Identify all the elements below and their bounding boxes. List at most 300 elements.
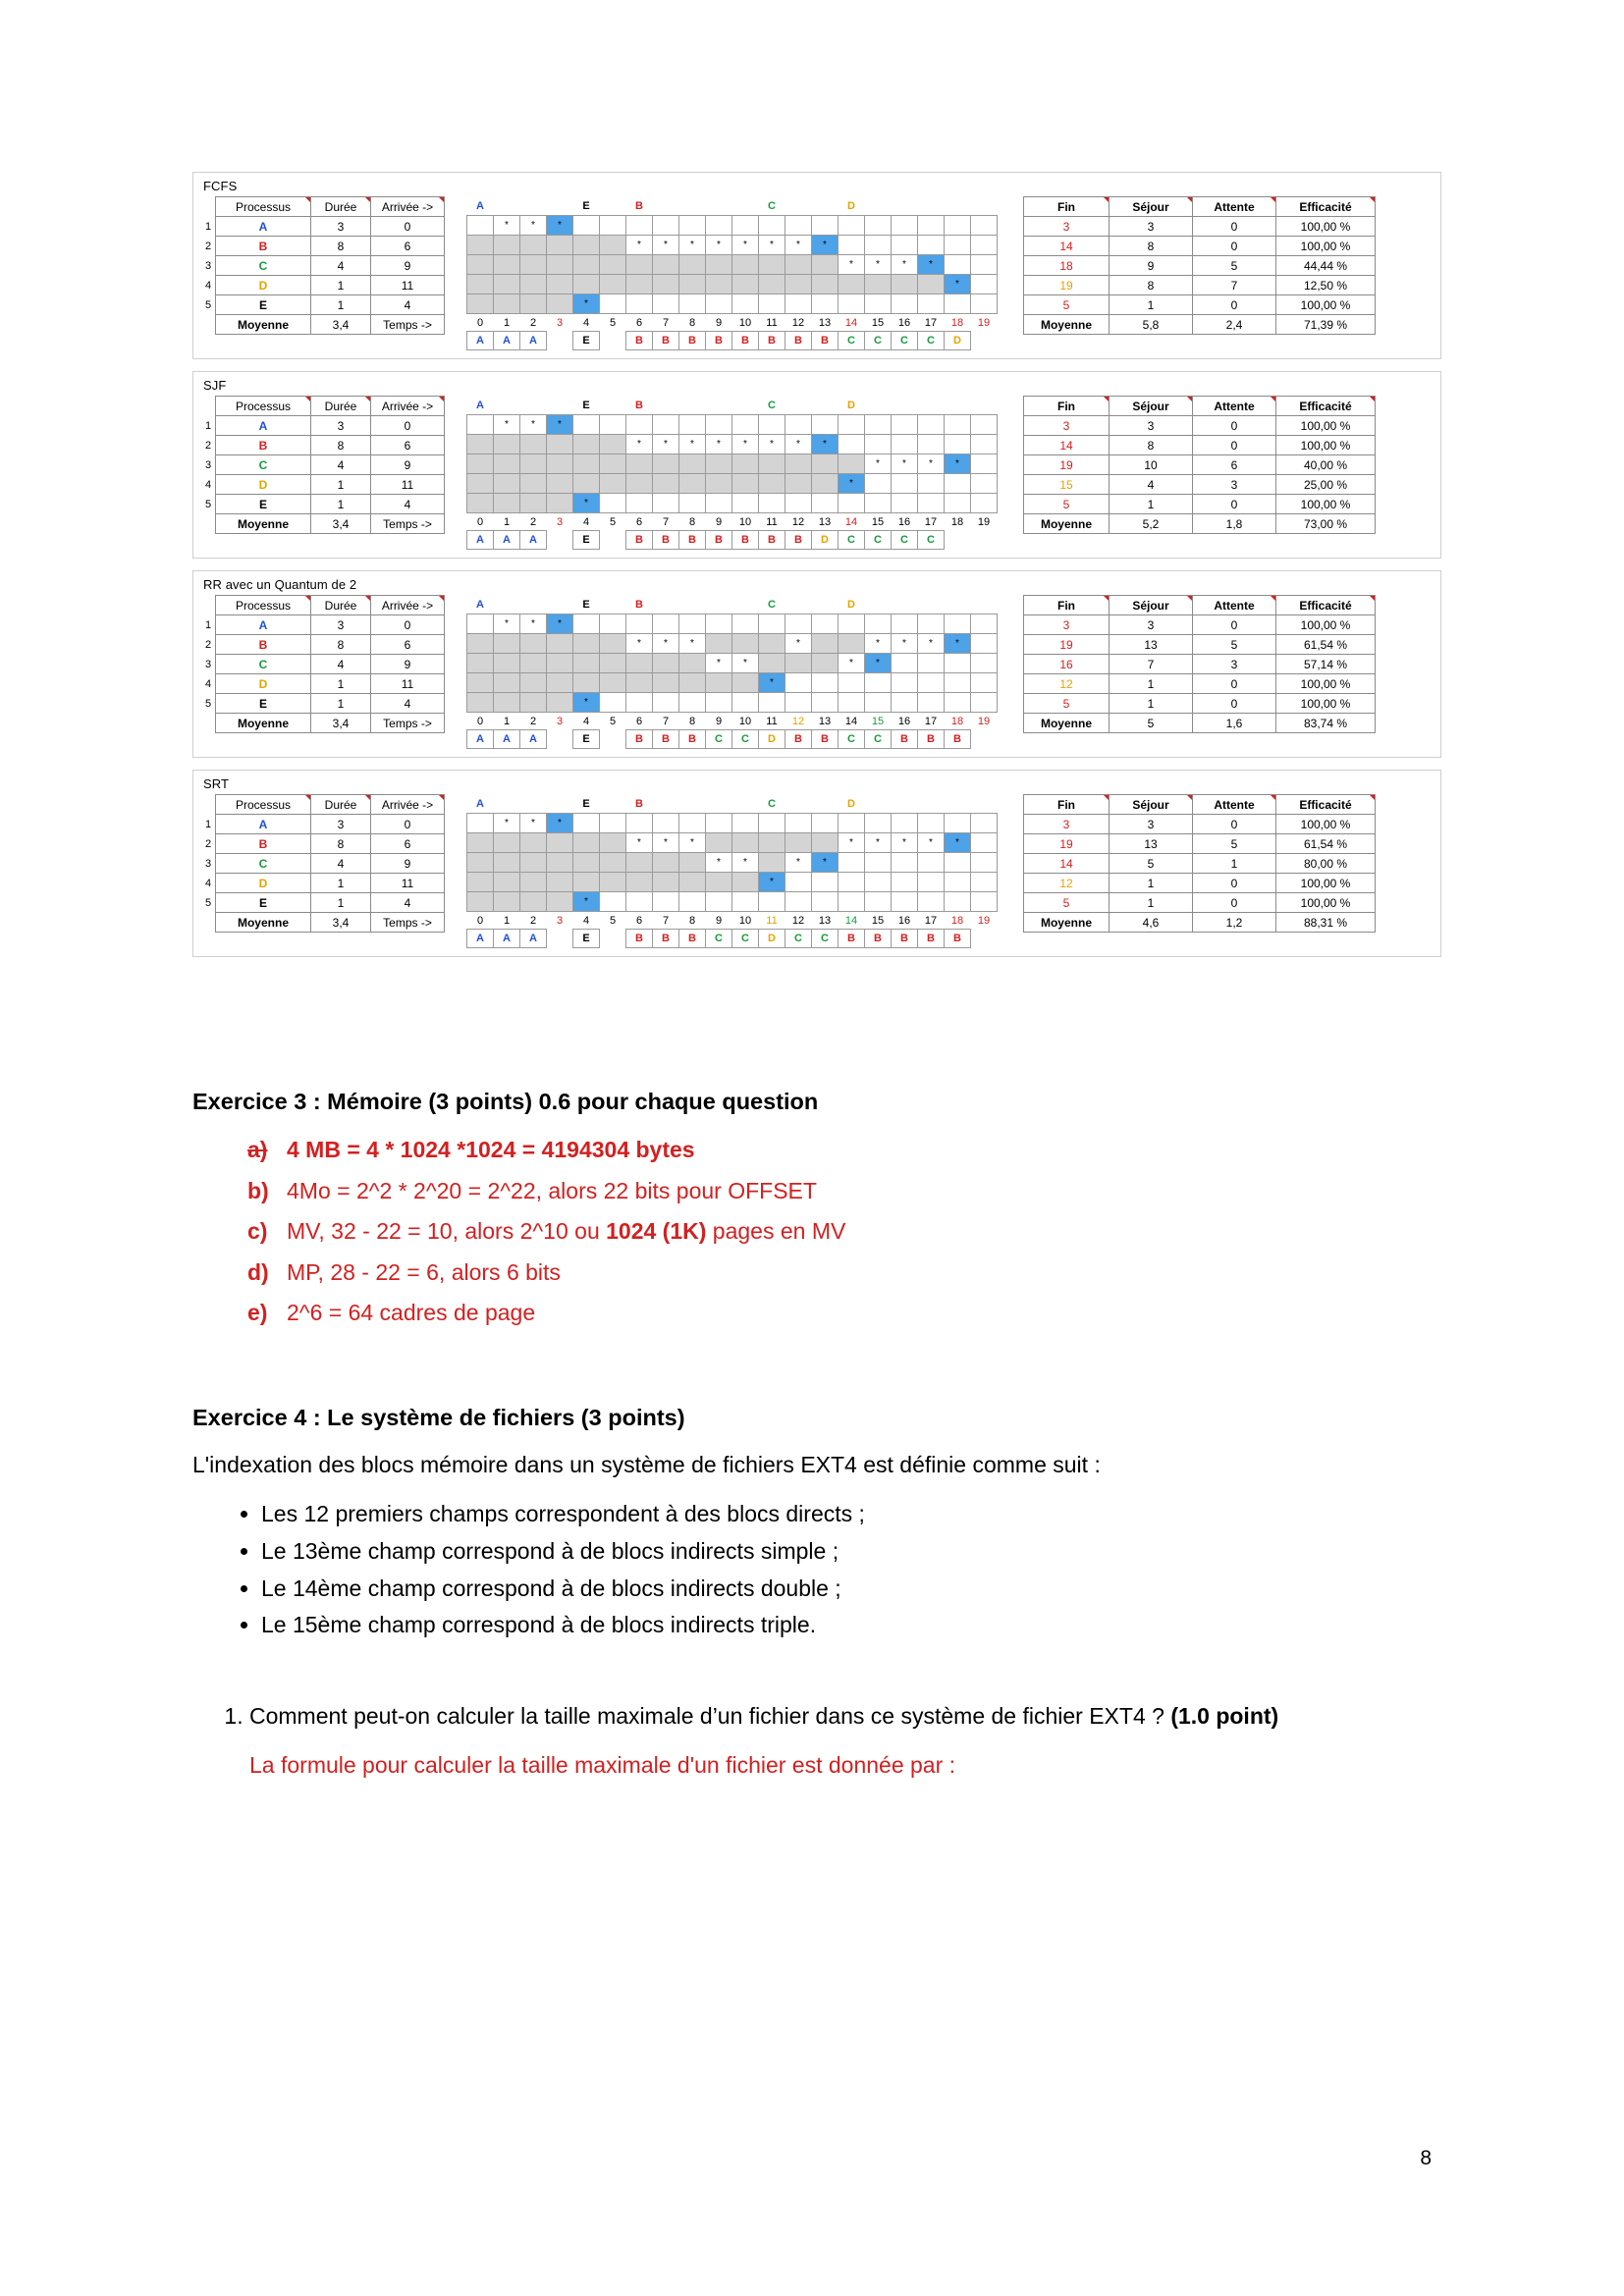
gantt-cell-waiting — [706, 634, 732, 654]
col-header-sejour: Séjour — [1110, 795, 1193, 815]
gantt-top-spacer — [918, 196, 945, 216]
gantt-cell-waiting — [732, 474, 759, 494]
gantt-seq-cell: C — [732, 930, 759, 948]
row-index: 5 — [204, 697, 212, 710]
gantt-tick: 5 — [600, 912, 626, 930]
table-row — [1024, 655, 1376, 674]
gantt-cell-empty — [971, 833, 998, 853]
gantt-cell-waiting — [467, 236, 494, 255]
cell-attente: 0 — [1193, 893, 1276, 913]
cell-process: E — [216, 694, 311, 714]
cell-process: C — [216, 655, 311, 674]
col-header-fin: Fin — [1024, 397, 1110, 416]
gantt-cell-running: * — [653, 236, 679, 255]
cell-moyenne-sejour: 4,6 — [1110, 913, 1193, 933]
cell-duree: 8 — [311, 635, 371, 655]
gantt-cell-empty — [600, 892, 626, 912]
cell-arrivee: 4 — [371, 893, 445, 913]
gantt-cell-waiting — [600, 634, 626, 654]
table-row-average — [1024, 913, 1376, 933]
gantt-tick: 19 — [971, 912, 998, 930]
exercice4-block — [192, 1401, 1432, 1783]
gantt-top-spacer — [945, 595, 971, 614]
gantt-seq-cell: B — [706, 332, 732, 350]
cell-temps-label: Temps -> — [371, 315, 445, 335]
gantt-cell-empty — [945, 853, 971, 873]
col-header-arrivee: Arrivée -> — [371, 197, 445, 217]
scheduler-title: SJF — [203, 378, 227, 393]
list-item: • Le 15ème champ correspond à de blocs indirects triple. — [261, 1608, 1432, 1643]
cell-sejour: 1 — [1110, 674, 1193, 694]
gantt-cell-waiting — [494, 693, 520, 713]
answer-item — [247, 1174, 1432, 1208]
scheduler-block — [192, 770, 1441, 957]
gantt-cell-waiting — [494, 673, 520, 693]
cell-attente: 0 — [1193, 874, 1276, 893]
row-index: 1 — [204, 618, 212, 631]
gantt-seq-empty — [971, 332, 998, 350]
gantt-tick: 7 — [653, 314, 679, 332]
row-index: 1 — [204, 220, 212, 233]
gantt-top-spacer — [679, 595, 706, 614]
gantt-tick: 13 — [812, 314, 839, 332]
gantt-cell-waiting — [706, 673, 732, 693]
gantt-top-label: B — [626, 196, 653, 216]
gantt-tick: 15 — [865, 713, 892, 730]
gantt-cell-empty — [706, 415, 732, 435]
gantt-cell-empty — [785, 892, 812, 912]
gantt-cell-empty — [892, 474, 918, 494]
gantt-cell-waiting — [812, 255, 839, 275]
gantt-cell-empty — [865, 873, 892, 892]
gantt-cell-waiting — [494, 236, 520, 255]
cell-efficacite: 100,00 % — [1276, 436, 1376, 455]
gantt-cell-waiting — [679, 673, 706, 693]
gantt-top-label: D — [839, 794, 865, 814]
gantt-cell-empty — [653, 814, 679, 833]
gantt-chart — [466, 794, 998, 948]
gantt-top-spacer — [600, 396, 626, 415]
gantt-cell-empty — [918, 693, 945, 713]
document-content — [192, 1085, 1432, 1783]
gantt-cell-empty — [573, 415, 600, 435]
cell-attente: 0 — [1193, 217, 1276, 237]
gantt-cell-empty — [865, 236, 892, 255]
gantt-seq-empty — [547, 332, 573, 350]
gantt-cell-empty — [653, 494, 679, 513]
gantt-top-spacer — [679, 794, 706, 814]
gantt-cell-waiting — [520, 435, 547, 454]
gantt-cell-waiting — [626, 654, 653, 673]
gantt-cell-waiting — [653, 654, 679, 673]
gantt-cell-empty — [918, 673, 945, 693]
gantt-seq-cell: B — [679, 531, 706, 550]
gantt-cell-empty — [945, 236, 971, 255]
gantt-cell-empty — [759, 415, 785, 435]
cell-sejour: 1 — [1110, 694, 1193, 714]
gantt-tick-row — [467, 713, 998, 730]
answer-text: 4 MB = 4 * 1024 *1024 = 4194304 bytes — [287, 1137, 695, 1163]
gantt-top-spacer — [547, 196, 573, 216]
gantt-cell-empty — [706, 614, 732, 634]
cell-duree: 3 — [311, 416, 371, 436]
table-row — [1024, 276, 1376, 295]
gantt-tick: 4 — [573, 912, 600, 930]
gantt-tick-row — [467, 314, 998, 332]
cell-arrivee: 11 — [371, 475, 445, 495]
cell-attente: 0 — [1193, 615, 1276, 635]
gantt-top-spacer — [547, 396, 573, 415]
gantt-cell-finish: * — [547, 814, 573, 833]
gantt-row — [467, 892, 998, 912]
cell-moyenne-efficacite: 88,31 % — [1276, 913, 1376, 933]
gantt-top-label: C — [759, 396, 785, 415]
cell-efficacite: 100,00 % — [1276, 495, 1376, 514]
gantt-seq-cell: B — [785, 730, 812, 749]
gantt-cell-waiting — [520, 255, 547, 275]
gantt-cell-empty — [892, 693, 918, 713]
cell-efficacite: 100,00 % — [1276, 694, 1376, 714]
gantt-cell-empty — [892, 892, 918, 912]
gantt-chart — [466, 196, 998, 350]
cell-duree: 3 — [311, 815, 371, 834]
gantt-seq-cell: B — [785, 531, 812, 550]
gantt-cell-waiting — [679, 275, 706, 294]
table-row — [201, 455, 445, 475]
cell-moyenne-label: Moyenne — [1024, 913, 1110, 933]
gantt-tick: 18 — [945, 713, 971, 730]
gantt-cell-running: * — [653, 634, 679, 654]
gantt-seq-cell: D — [759, 730, 785, 749]
gantt-cell-running: * — [732, 435, 759, 454]
gantt-cell-waiting — [865, 275, 892, 294]
cell-process: D — [216, 276, 311, 295]
gantt-cell-waiting — [520, 833, 547, 853]
gantt-cell-waiting — [467, 634, 494, 654]
gantt-row — [467, 654, 998, 673]
gantt-cell-waiting — [600, 275, 626, 294]
gantt-top-spacer — [971, 794, 998, 814]
gantt-cell-waiting — [679, 474, 706, 494]
gantt-cell-waiting — [494, 255, 520, 275]
gantt-cell-waiting — [547, 454, 573, 474]
cell-fin: 15 — [1024, 475, 1110, 495]
gantt-row — [467, 255, 998, 275]
gantt-cell-waiting — [679, 454, 706, 474]
gantt-cell-waiting — [600, 474, 626, 494]
gantt-seq-cell: B — [945, 930, 971, 948]
cell-efficacite: 100,00 % — [1276, 295, 1376, 315]
cell-duree: 8 — [311, 834, 371, 854]
gantt-tick: 8 — [679, 713, 706, 730]
table-row-average — [201, 315, 445, 335]
gantt-tick: 8 — [679, 513, 706, 531]
answer-item — [247, 1255, 1432, 1290]
cell-efficacite: 100,00 % — [1276, 237, 1376, 256]
gantt-cell-empty — [839, 673, 865, 693]
gantt-top-label: E — [573, 396, 600, 415]
col-header-efficacite: Efficacité — [1276, 596, 1376, 615]
gantt-cell-running: * — [892, 255, 918, 275]
gantt-cell-empty — [759, 693, 785, 713]
gantt-cell-waiting — [626, 275, 653, 294]
gantt-cell-running: * — [494, 614, 520, 634]
cell-efficacite: 25,00 % — [1276, 475, 1376, 495]
cell-fin: 16 — [1024, 655, 1110, 674]
gantt-cell-running: * — [520, 814, 547, 833]
gantt-cell-waiting — [812, 275, 839, 294]
gantt-tick: 10 — [732, 713, 759, 730]
gantt-tick: 10 — [732, 912, 759, 930]
exercice3-heading: Exercice 3 : Mémoire (3 points) 0.6 pour chaque question — [192, 1089, 819, 1114]
gantt-seq-cell: B — [706, 531, 732, 550]
cell-attente: 0 — [1193, 237, 1276, 256]
cell-fin: 5 — [1024, 495, 1110, 514]
list-item: • Les 12 premiers champs correspondent à des blocs directs ; — [261, 1497, 1432, 1532]
gantt-cell-running: * — [626, 833, 653, 853]
cell-efficacite: 100,00 % — [1276, 815, 1376, 834]
gantt-cell-empty — [626, 614, 653, 634]
gantt-cell-waiting — [839, 634, 865, 654]
exercice4-intro: L'indexation des blocs mémoire dans un système de fichiers EXT4 est définie comme suit : — [192, 1452, 1101, 1477]
gantt-top-label: A — [467, 396, 494, 415]
row-index: 4 — [204, 677, 212, 690]
gantt-cell-empty — [892, 294, 918, 314]
gantt-tick: 1 — [494, 513, 520, 531]
gantt-top-spacer — [600, 196, 626, 216]
cell-process: A — [216, 416, 311, 436]
table-row — [201, 416, 445, 436]
gantt-cell-empty — [626, 216, 653, 236]
scheduler-block — [192, 371, 1441, 559]
col-header-attente: Attente — [1193, 795, 1276, 815]
gantt-cell-empty — [839, 892, 865, 912]
gantt-tick: 12 — [785, 513, 812, 531]
gantt-cell-waiting — [653, 474, 679, 494]
gantt-seq-cell: A — [520, 531, 547, 550]
gantt-cell-empty — [918, 853, 945, 873]
gantt-top-label: A — [467, 196, 494, 216]
cell-duree: 4 — [311, 655, 371, 674]
gantt-cell-waiting — [785, 255, 812, 275]
gantt-tick: 4 — [573, 314, 600, 332]
gantt-seq-cell: B — [918, 730, 945, 749]
gantt-tick: 11 — [759, 713, 785, 730]
gantt-seq-cell: A — [520, 332, 547, 350]
gantt-cell-empty — [812, 294, 839, 314]
gantt-top-spacer — [892, 794, 918, 814]
gantt-top-label: A — [467, 794, 494, 814]
table-row — [201, 495, 445, 514]
gantt-top-spacer — [945, 794, 971, 814]
gantt-cell-empty — [839, 435, 865, 454]
cell-process: A — [216, 615, 311, 635]
gantt-cell-empty — [653, 415, 679, 435]
gantt-cell-empty — [626, 494, 653, 513]
gantt-seq-cell: B — [653, 531, 679, 550]
cell-attente: 0 — [1193, 295, 1276, 315]
gantt-cell-empty — [839, 494, 865, 513]
gantt-cell-empty — [892, 435, 918, 454]
gantt-cell-empty — [971, 814, 998, 833]
gantt-cell-waiting — [467, 494, 494, 513]
cell-sejour: 8 — [1110, 237, 1193, 256]
col-header-duree: Durée — [311, 795, 371, 815]
gantt-cell-empty — [918, 435, 945, 454]
gantt-cell-empty — [573, 614, 600, 634]
gantt-cell-empty — [467, 415, 494, 435]
gantt-tick: 7 — [653, 713, 679, 730]
cell-attente: 1 — [1193, 854, 1276, 874]
gantt-tick: 12 — [785, 912, 812, 930]
table-row-average — [201, 913, 445, 933]
gantt-cell-waiting — [520, 474, 547, 494]
gantt-cell-waiting — [494, 435, 520, 454]
gantt-cell-waiting — [626, 255, 653, 275]
gantt-cell-empty — [892, 853, 918, 873]
gantt-cell-running: * — [785, 236, 812, 255]
cell-arrivee: 4 — [371, 295, 445, 315]
cell-attente: 6 — [1193, 455, 1276, 475]
gantt-tick: 19 — [971, 314, 998, 332]
gantt-cell-waiting — [520, 673, 547, 693]
gantt-cell-empty — [679, 494, 706, 513]
gantt-tick: 4 — [573, 513, 600, 531]
cell-process: A — [216, 217, 311, 237]
cell-fin: 12 — [1024, 674, 1110, 694]
gantt-top-spacer — [547, 595, 573, 614]
gantt-cell-empty — [732, 216, 759, 236]
gantt-cell-empty — [918, 892, 945, 912]
gantt-cell-empty — [679, 216, 706, 236]
cell-sejour: 1 — [1110, 495, 1193, 514]
stats-table — [1023, 396, 1376, 534]
cell-moyenne-label: Moyenne — [1024, 714, 1110, 733]
table-row — [1024, 295, 1376, 315]
gantt-tick: 3 — [547, 912, 573, 930]
gantt-cell-empty — [812, 494, 839, 513]
gantt-cell-finish: * — [812, 236, 839, 255]
gantt-cell-finish: * — [573, 294, 600, 314]
gantt-cell-empty — [706, 814, 732, 833]
gantt-cell-empty — [892, 494, 918, 513]
cell-sejour: 9 — [1110, 256, 1193, 276]
gantt-cell-running: * — [706, 853, 732, 873]
gantt-cell-empty — [865, 892, 892, 912]
table-row — [1024, 694, 1376, 714]
table-row — [1024, 256, 1376, 276]
gantt-tick: 15 — [865, 314, 892, 332]
gantt-seq-cell: B — [839, 930, 865, 948]
gantt-seq-cell: B — [626, 332, 653, 350]
cell-sejour: 5 — [1110, 854, 1193, 874]
gantt-tick: 13 — [812, 912, 839, 930]
answer-marker: e) — [247, 1300, 268, 1326]
gantt-cell-empty — [759, 494, 785, 513]
gantt-label-row — [467, 196, 998, 216]
gantt-seq-cell: A — [467, 332, 494, 350]
gantt-cell-waiting — [759, 853, 785, 873]
gantt-tick: 1 — [494, 713, 520, 730]
gantt-top-label: D — [839, 196, 865, 216]
answer-item — [247, 1296, 1432, 1330]
gantt-seq-empty — [600, 930, 626, 948]
gantt-seq-cell: C — [706, 730, 732, 749]
gantt-cell-waiting — [573, 474, 600, 494]
gantt-seq-empty — [971, 730, 998, 749]
gantt-cell-finish: * — [945, 454, 971, 474]
cell-efficacite: 40,00 % — [1276, 455, 1376, 475]
list-item: • Le 14ème champ correspond à de blocs indirects double ; — [261, 1572, 1432, 1607]
cell-process: E — [216, 295, 311, 315]
gantt-tick: 0 — [467, 912, 494, 930]
gantt-cell-waiting — [547, 474, 573, 494]
cell-efficacite: 100,00 % — [1276, 416, 1376, 436]
table-row — [201, 815, 445, 834]
gantt-cell-waiting — [467, 892, 494, 912]
gantt-tick: 8 — [679, 314, 706, 332]
cell-sejour: 7 — [1110, 655, 1193, 674]
gantt-sequence-row — [467, 730, 998, 749]
cell-attente: 5 — [1193, 834, 1276, 854]
row-index: 4 — [204, 478, 212, 491]
gantt-top-spacer — [812, 794, 839, 814]
gantt-cell-empty — [945, 892, 971, 912]
gantt-cell-waiting — [600, 654, 626, 673]
gantt-cell-running: * — [918, 833, 945, 853]
gantt-cell-empty — [971, 435, 998, 454]
gantt-cell-empty — [626, 294, 653, 314]
gantt-row — [467, 814, 998, 833]
gantt-row — [467, 275, 998, 294]
gantt-cell-waiting — [467, 873, 494, 892]
gantt-cell-waiting — [732, 873, 759, 892]
cell-moyenne-label: Moyenne — [1024, 315, 1110, 335]
gantt-seq-cell: C — [706, 930, 732, 948]
gantt-row — [467, 853, 998, 873]
gantt-cell-empty — [945, 415, 971, 435]
gantt-top-spacer — [812, 396, 839, 415]
table-row — [1024, 217, 1376, 237]
gantt-cell-waiting — [520, 853, 547, 873]
gantt-cell-empty — [971, 693, 998, 713]
cell-moyenne-sejour: 5,8 — [1110, 315, 1193, 335]
cell-temps-label: Temps -> — [371, 714, 445, 733]
gantt-cell-running: * — [785, 435, 812, 454]
gantt-cell-waiting — [467, 294, 494, 314]
table-row — [201, 674, 445, 694]
table-row-average — [1024, 714, 1376, 733]
cell-efficacite: 100,00 % — [1276, 893, 1376, 913]
gantt-seq-cell: B — [626, 930, 653, 948]
gantt-cell-waiting — [706, 275, 732, 294]
cell-moyenne-duree: 3,4 — [311, 714, 371, 733]
gantt-seq-cell: C — [839, 730, 865, 749]
answer-text-emphasis: 1024 (1K) — [606, 1218, 707, 1245]
cell-arrivee: 0 — [371, 615, 445, 635]
col-header-efficacite: Efficacité — [1276, 197, 1376, 217]
gantt-row — [467, 415, 998, 435]
gantt-cell-waiting — [494, 454, 520, 474]
gantt-cell-empty — [839, 236, 865, 255]
gantt-cell-empty — [839, 853, 865, 873]
cell-attente: 3 — [1193, 655, 1276, 674]
gantt-cell-empty — [918, 614, 945, 634]
gantt-top-spacer — [706, 794, 732, 814]
gantt-seq-cell: B — [626, 730, 653, 749]
gantt-cell-waiting — [732, 454, 759, 474]
cell-process: B — [216, 834, 311, 854]
